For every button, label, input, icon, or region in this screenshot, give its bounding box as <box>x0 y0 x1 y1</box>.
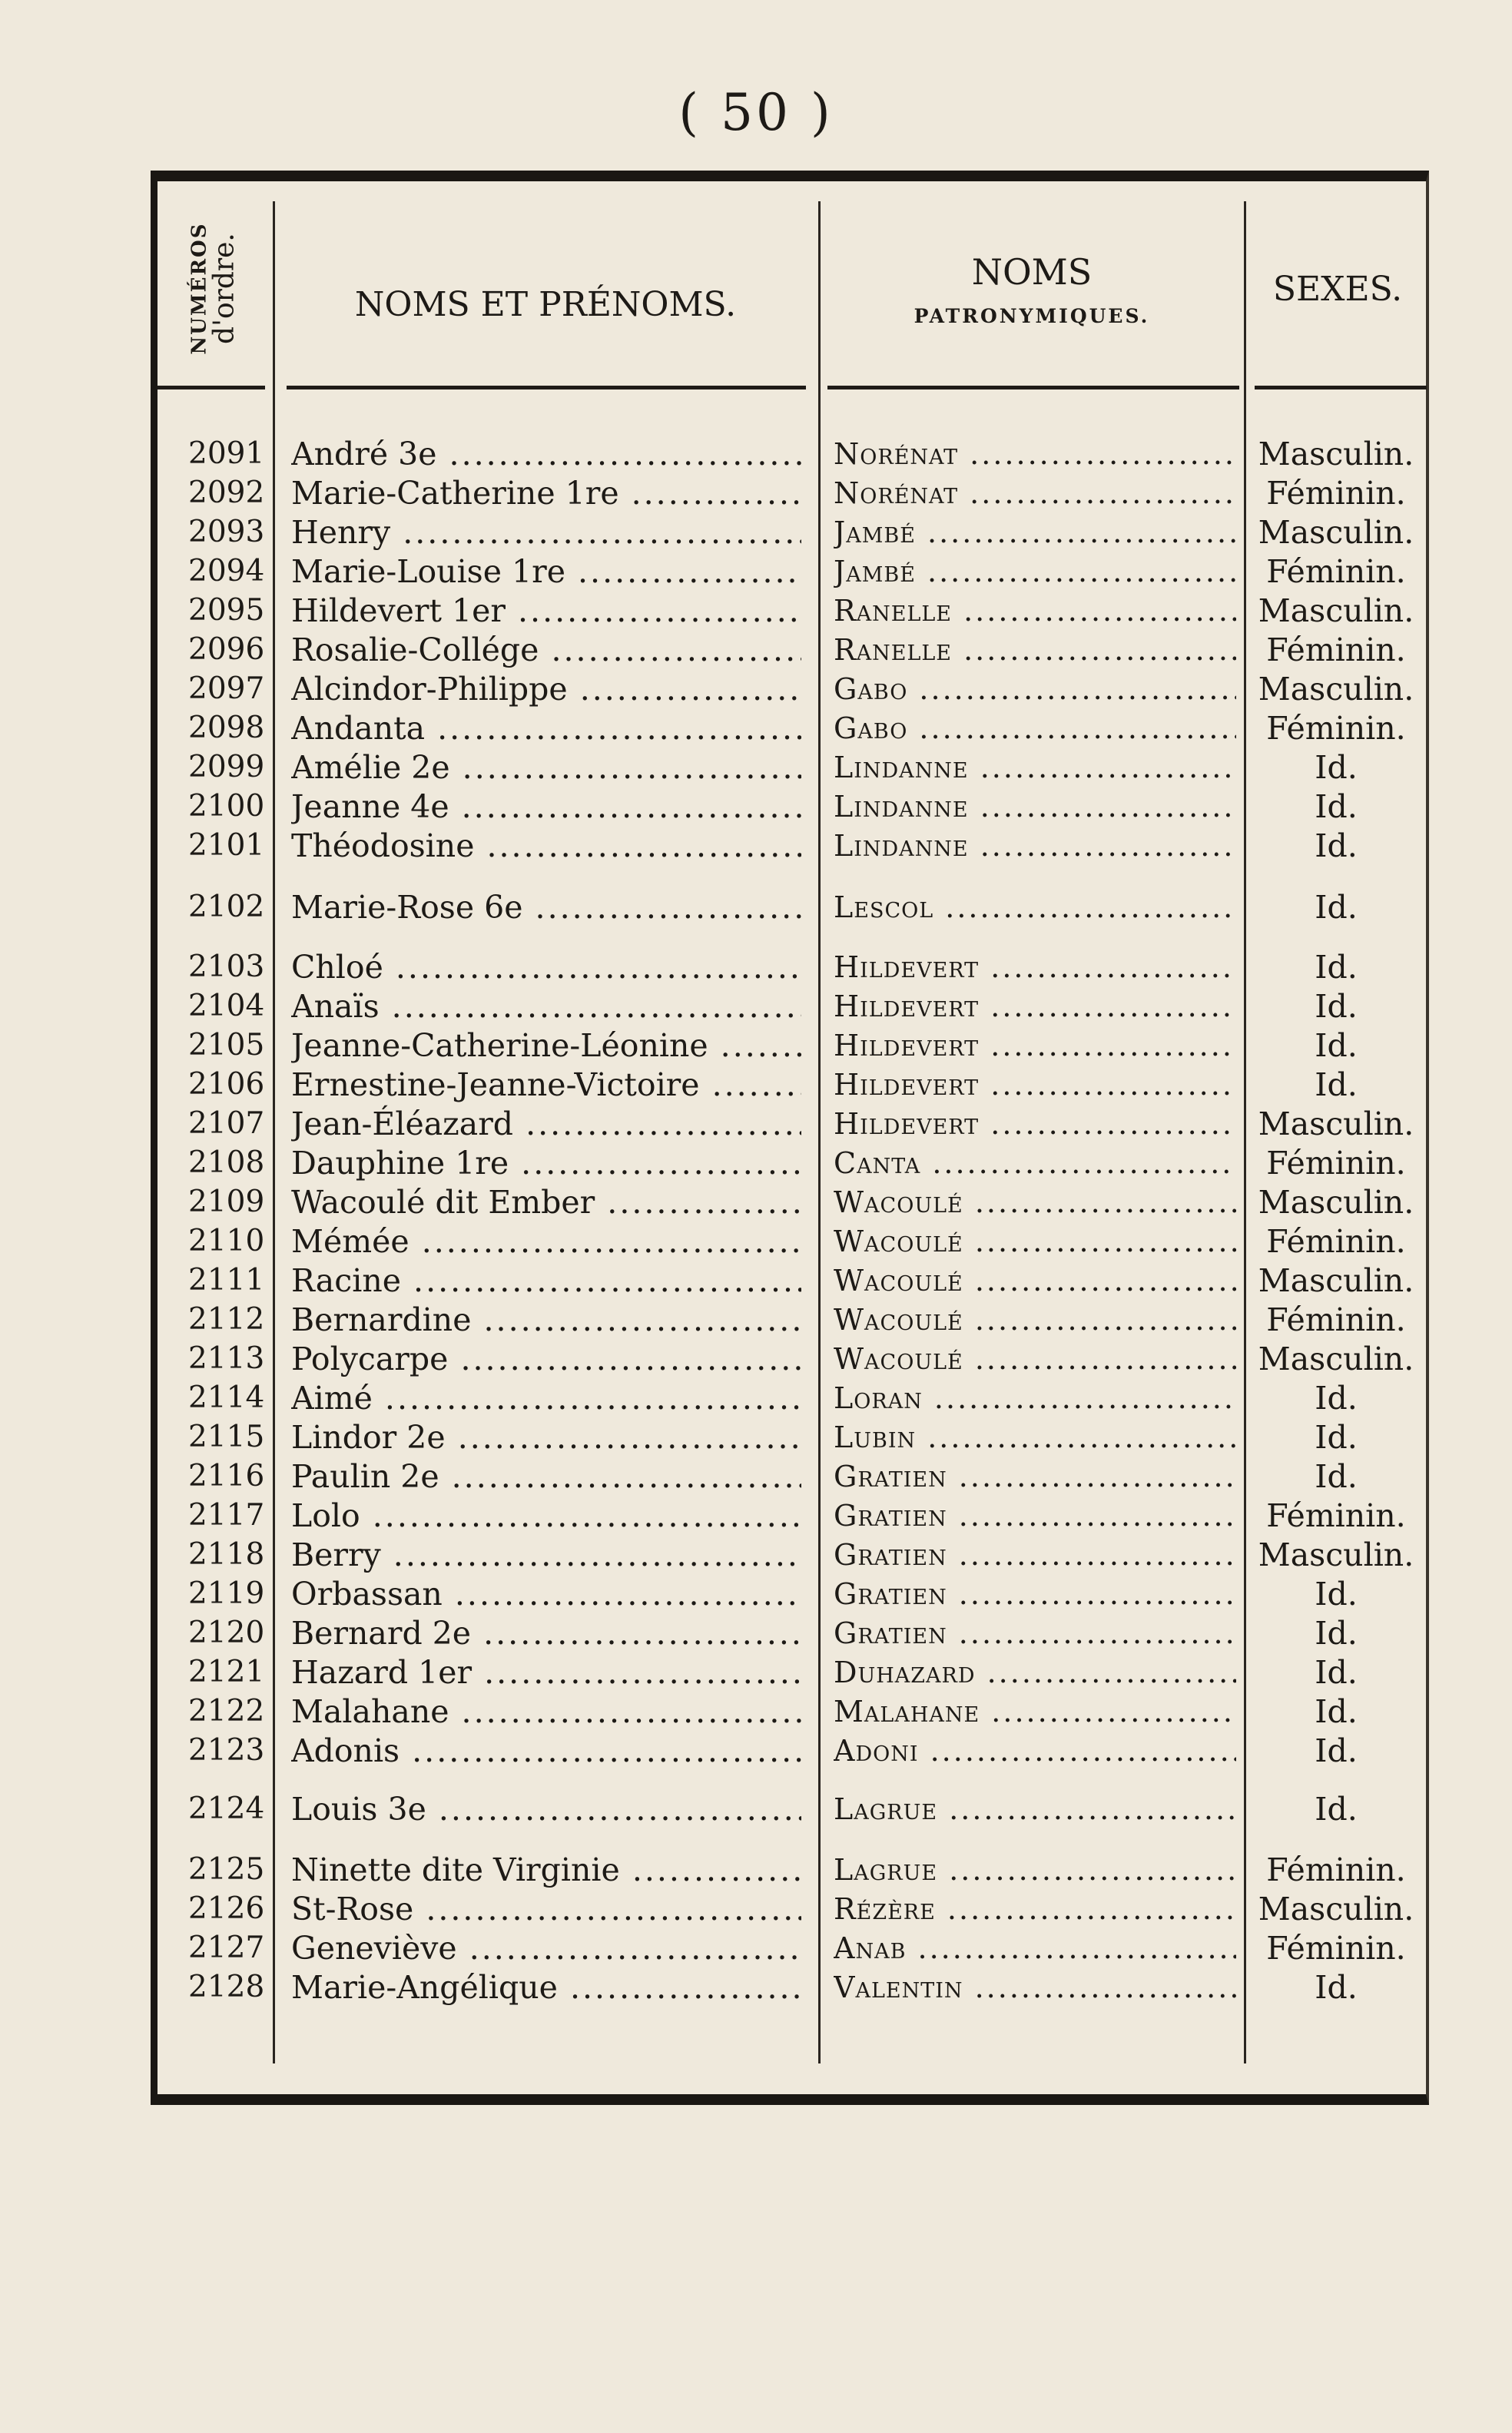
table-row <box>158 1457 1425 1496</box>
row-sex: Masculin. <box>1258 436 1414 472</box>
row-name: Malahane ..... <box>291 1692 801 1731</box>
header-patronymics <box>820 198 1244 380</box>
row-sex: Masculin. <box>1258 592 1414 629</box>
row-sex: Id. <box>1315 1419 1358 1456</box>
header-rule <box>1255 386 1427 389</box>
row-patronymic: Lubin ..... <box>834 1418 1236 1457</box>
row-number: 2125 <box>188 1852 265 1887</box>
row-sex: Id. <box>1315 1066 1358 1103</box>
row-patronymic: Norénat ..... <box>834 474 1236 512</box>
row-name: Geneviève ..... <box>291 1929 801 1967</box>
row-sex: Féminin. <box>1266 475 1406 512</box>
row-name: Jeanne-Catherine-Léonine ..... <box>291 1026 801 1065</box>
row-number: 2098 <box>188 711 265 745</box>
row-name: Hazard 1er ..... <box>291 1653 801 1692</box>
row-patronymic: Gratien ..... <box>834 1457 1236 1496</box>
table-row <box>158 1692 1425 1731</box>
row-number: 2128 <box>188 1970 265 2004</box>
header-patro-line1: NOMS <box>971 250 1093 293</box>
row-sex: Id. <box>1315 1969 1358 2006</box>
row-number: 2105 <box>188 1028 265 1062</box>
row-patronymic: Wacoulé ..... <box>834 1222 1236 1261</box>
row-name: Polycarpe ..... <box>291 1340 801 1378</box>
row-patronymic: Jambé ..... <box>834 513 1236 552</box>
row-patronymic: Gratien ..... <box>834 1614 1236 1652</box>
table-row <box>158 1066 1425 1104</box>
row-sex: Id. <box>1315 1654 1358 1691</box>
row-sex: Féminin. <box>1266 1497 1406 1534</box>
row-patronymic: Wacoulé ..... <box>834 1340 1236 1378</box>
row-sex: Masculin. <box>1258 1341 1414 1377</box>
row-name: Marie-Rose 6e ..... <box>291 888 801 926</box>
table-row <box>158 474 1425 512</box>
row-number: 2093 <box>188 515 265 549</box>
row-sex: Masculin. <box>1258 671 1414 708</box>
row-number: 2124 <box>188 1792 265 1826</box>
row-patronymic: Wacoulé ..... <box>834 1183 1236 1221</box>
row-number: 2094 <box>188 554 265 588</box>
row-number: 2110 <box>188 1224 265 1258</box>
row-sex: Masculin. <box>1258 1105 1414 1142</box>
row-name: Amélie 2e ..... <box>291 748 801 787</box>
row-sex: Masculin. <box>1258 1262 1414 1299</box>
row-sex: Id. <box>1315 889 1358 926</box>
row-number: 2099 <box>188 750 265 784</box>
row-patronymic: Wacoulé ..... <box>834 1301 1236 1339</box>
row-sex: Id. <box>1315 949 1358 986</box>
row-name: Dauphine 1re ..... <box>291 1144 801 1182</box>
row-number: 2117 <box>188 1498 265 1533</box>
table-row <box>158 1222 1425 1261</box>
row-patronymic: Hildevert ..... <box>834 987 1236 1026</box>
register-table <box>151 171 1429 2105</box>
row-name: Aimé ..... <box>291 1379 801 1417</box>
header-rule <box>287 386 806 389</box>
row-sex: Masculin. <box>1258 1536 1414 1573</box>
row-number: 2100 <box>188 789 265 824</box>
row-number: 2123 <box>188 1733 265 1768</box>
row-patronymic: Gratien ..... <box>834 1536 1236 1574</box>
table-row <box>158 1851 1425 1889</box>
table-row <box>158 1732 1425 1770</box>
row-sex: Id. <box>1315 1732 1358 1769</box>
table-row <box>158 827 1425 865</box>
table-row <box>158 1968 1425 2007</box>
table-row <box>158 1929 1425 1967</box>
row-name: Racine ..... <box>291 1261 801 1300</box>
row-name: Marie-Catherine 1re ..... <box>291 474 801 512</box>
row-sex: Id. <box>1315 1615 1358 1652</box>
row-sex: Féminin. <box>1266 553 1406 590</box>
row-name: Alcindor-Philippe ..... <box>291 670 801 708</box>
row-name: Henry ..... <box>291 513 801 552</box>
row-name: Marie-Louise 1re ..... <box>291 552 801 591</box>
row-sex: Id. <box>1315 749 1358 786</box>
table-row <box>158 592 1425 630</box>
table-row <box>158 1379 1425 1417</box>
row-number: 2112 <box>188 1302 265 1337</box>
row-name: Paulin 2e ..... <box>291 1457 801 1496</box>
table-row <box>158 1301 1425 1339</box>
row-number: 2120 <box>188 1616 265 1650</box>
table-row <box>158 1497 1425 1535</box>
row-patronymic: Gabo ..... <box>834 670 1236 708</box>
row-sex: Id. <box>1315 1576 1358 1613</box>
row-name: Bernard 2e ..... <box>291 1614 801 1652</box>
row-name: Lolo ..... <box>291 1497 801 1535</box>
row-patronymic: Loran ..... <box>834 1379 1236 1417</box>
row-patronymic: Canta ..... <box>834 1144 1236 1182</box>
table-row <box>158 1536 1425 1574</box>
row-name: Andanta ..... <box>291 709 801 747</box>
row-sex: Féminin. <box>1266 1930 1406 1967</box>
row-name: Wacoulé dit Ember ..... <box>291 1183 801 1221</box>
table-row <box>158 1890 1425 1928</box>
row-patronymic: Gabo ..... <box>834 709 1236 747</box>
row-name: Ninette dite Virginie ..... <box>291 1851 801 1889</box>
row-name: Jean-Éléazard ..... <box>291 1105 801 1143</box>
row-patronymic: Hildevert ..... <box>834 1066 1236 1104</box>
row-name: Bernardine ..... <box>291 1301 801 1339</box>
row-patronymic: Anab ..... <box>834 1929 1236 1967</box>
row-sex: Féminin. <box>1266 631 1406 668</box>
row-sex: Masculin. <box>1258 514 1414 551</box>
page-number: ( 50 ) <box>678 83 834 142</box>
row-patronymic: Adoni ..... <box>834 1732 1236 1770</box>
row-number: 2102 <box>188 890 265 924</box>
table-row <box>158 1183 1425 1221</box>
table-row <box>158 987 1425 1026</box>
row-patronymic: Wacoulé ..... <box>834 1261 1236 1300</box>
row-sex: Masculin. <box>1258 1891 1414 1928</box>
header-rule <box>827 386 1239 389</box>
table-row <box>158 709 1425 747</box>
row-sex: Id. <box>1315 1027 1358 1064</box>
row-name: Orbassan ..... <box>291 1575 801 1613</box>
row-sex: Id. <box>1315 827 1358 864</box>
row-number: 2092 <box>188 476 265 510</box>
table-row <box>158 948 1425 986</box>
row-number: 2106 <box>188 1067 265 1102</box>
row-patronymic: Gratien ..... <box>834 1497 1236 1535</box>
row-name: Théodosine ..... <box>291 827 801 865</box>
row-number: 2118 <box>188 1537 265 1572</box>
row-name: Louis 3e ..... <box>291 1790 801 1828</box>
row-sex: Féminin. <box>1266 710 1406 747</box>
row-number: 2127 <box>188 1931 265 1965</box>
row-number: 2111 <box>188 1263 265 1298</box>
row-sex: Id. <box>1315 788 1358 825</box>
header-sexes: SEXES. <box>1272 269 1403 309</box>
row-number: 2103 <box>188 950 265 984</box>
table-row <box>158 1790 1425 1828</box>
row-number: 2114 <box>188 1381 265 1415</box>
row-patronymic: Lindanne ..... <box>834 748 1236 787</box>
row-name: Rosalie-Collége ..... <box>291 631 801 669</box>
row-number: 2115 <box>188 1420 265 1454</box>
table-row <box>158 1105 1425 1143</box>
row-name: Ernestine-Jeanne-Victoire ..... <box>291 1066 801 1104</box>
row-name: Mémée ..... <box>291 1222 801 1261</box>
row-sex: Féminin. <box>1266 1223 1406 1260</box>
row-sex: Féminin. <box>1266 1851 1406 1888</box>
row-patronymic: Hildevert ..... <box>834 1026 1236 1065</box>
row-patronymic: Lindanne ..... <box>834 827 1236 865</box>
row-name: André 3e ..... <box>291 435 801 473</box>
row-number: 2091 <box>188 436 265 471</box>
table-row <box>158 1614 1425 1652</box>
row-patronymic: Duhazard ..... <box>834 1653 1236 1692</box>
row-patronymic: Lindanne ..... <box>834 787 1236 826</box>
header-numero <box>158 198 271 380</box>
row-patronymic: Valentin ..... <box>834 1968 1236 2007</box>
row-patronymic: Lagrue ..... <box>834 1851 1236 1889</box>
header-patro-line2: PATRONYMIQUES. <box>914 304 1150 327</box>
table-row <box>158 1575 1425 1613</box>
row-sex: Masculin. <box>1258 1184 1414 1221</box>
row-sex: Id. <box>1315 988 1358 1025</box>
row-sex: Féminin. <box>1266 1145 1406 1182</box>
row-number: 2116 <box>188 1459 265 1493</box>
row-patronymic: Gratien ..... <box>834 1575 1236 1613</box>
row-name: Lindor 2e ..... <box>291 1418 801 1457</box>
row-name: Berry ..... <box>291 1536 801 1574</box>
table-row <box>158 1653 1425 1692</box>
table-row <box>158 513 1425 552</box>
table-row <box>158 435 1425 473</box>
row-sex: Id. <box>1315 1791 1358 1828</box>
row-patronymic: Rézère ..... <box>834 1890 1236 1928</box>
row-name: Adonis ..... <box>291 1732 801 1770</box>
row-sex: Féminin. <box>1266 1301 1406 1338</box>
row-number: 2113 <box>188 1341 265 1376</box>
row-number: 2126 <box>188 1891 265 1926</box>
row-patronymic: Ranelle ..... <box>834 631 1236 669</box>
row-name: Chloé ..... <box>291 948 801 986</box>
table-row <box>158 1026 1425 1065</box>
row-sex: Id. <box>1315 1693 1358 1730</box>
header-names: NOMS ET PRÉNOMS. <box>354 284 737 324</box>
row-name: Marie-Angélique ..... <box>291 1968 801 2007</box>
table-row <box>158 1340 1425 1378</box>
row-number: 2108 <box>188 1145 265 1180</box>
row-sex: Id. <box>1315 1380 1358 1417</box>
row-number: 2101 <box>188 828 265 863</box>
header-numero-line2: d'ordre. <box>208 233 240 345</box>
row-patronymic: Lagrue ..... <box>834 1790 1236 1828</box>
row-name: St-Rose ..... <box>291 1890 801 1928</box>
table-row <box>158 888 1425 926</box>
row-number: 2104 <box>188 989 265 1023</box>
row-patronymic: Malahane ..... <box>834 1692 1236 1731</box>
table-row <box>158 1418 1425 1457</box>
row-patronymic: Ranelle ..... <box>834 592 1236 630</box>
row-number: 2096 <box>188 632 265 667</box>
row-patronymic: Lescol ..... <box>834 888 1236 926</box>
table-row <box>158 631 1425 669</box>
row-name: Anaïs ..... <box>291 987 801 1026</box>
row-number: 2122 <box>188 1694 265 1729</box>
row-number: 2119 <box>188 1576 265 1611</box>
row-name: Jeanne 4e ..... <box>291 787 801 826</box>
row-number: 2121 <box>188 1655 265 1689</box>
row-number: 2097 <box>188 671 265 706</box>
row-sex: Id. <box>1315 1458 1358 1495</box>
row-name: Hildevert 1er ..... <box>291 592 801 630</box>
table-row <box>158 787 1425 826</box>
header-rule <box>158 386 265 389</box>
table-row <box>158 1144 1425 1182</box>
row-patronymic: Hildevert ..... <box>834 1105 1236 1143</box>
row-patronymic: Hildevert ..... <box>834 948 1236 986</box>
row-number: 2107 <box>188 1106 265 1141</box>
table-row <box>158 748 1425 787</box>
table-row <box>158 670 1425 708</box>
row-patronymic: Jambé ..... <box>834 552 1236 591</box>
table-row <box>158 1261 1425 1300</box>
row-number: 2095 <box>188 593 265 628</box>
row-patronymic: Norénat ..... <box>834 435 1236 473</box>
header-numero-line1: NUMÉROS <box>187 222 211 356</box>
row-number: 2109 <box>188 1185 265 1219</box>
table-row <box>158 552 1425 591</box>
